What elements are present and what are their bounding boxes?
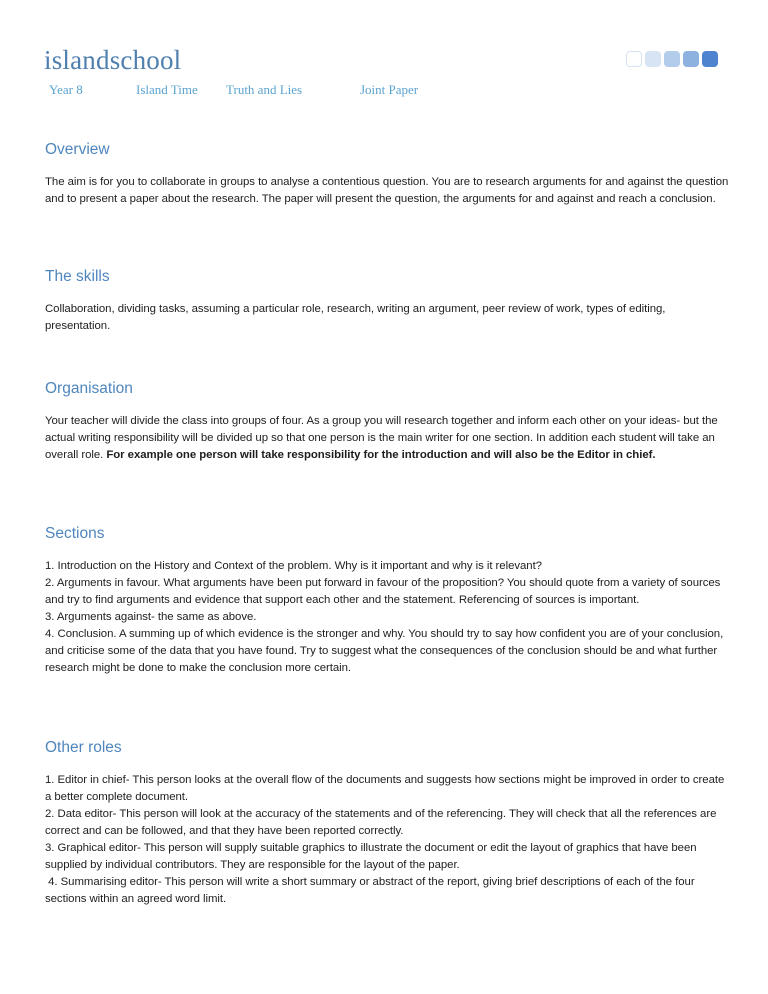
list-item: 4. Conclusion. A summing up of which evidence is the stronger and why. You should try to say how confident you are of your conclusion, and criticise some of the data that you have found. Try to suggest what the consequences of the conclusion should be and what further research might be done to make the conclusion more certain. <box>45 628 724 674</box>
nav-item-joint-paper[interactable]: Joint Paper <box>360 82 419 97</box>
paragraph-text: Your teacher will divide the class into groups of four. As a group you will research together and inform each other on your ideas- but the actual writing responsibility will be divided up so that one person is the main writer for one section. In addition each student will take an overall role. <box>45 415 718 461</box>
paragraph: The aim is for you to collaborate in groups to analyse a contentious question. You are to research arguments for and against the question and to present a paper about the research. The paper will present the question, the arguments for and against and reach a conclusion. <box>45 176 729 205</box>
color-swatch-bar <box>626 51 718 67</box>
section-heading: Overview <box>45 141 110 158</box>
brand-logo-text: islandschool <box>44 45 182 75</box>
section-skills <box>45 267 730 335</box>
section-text <box>45 301 730 335</box>
section-heading: The skills <box>45 268 110 285</box>
paragraph <box>45 413 730 464</box>
section-heading: Other roles <box>45 739 122 756</box>
list-item: 1. Editor in chief- This person looks at the overall flow of the documents and suggests how sections might be improved in order to create a better complete document. <box>45 774 725 803</box>
swatch-square-icon <box>645 51 661 67</box>
breadcrumb-nav <box>0 81 768 99</box>
page-header <box>0 0 768 110</box>
nav-item-island-time[interactable]: Island Time <box>136 82 198 97</box>
section-other-roles <box>45 738 730 908</box>
swatch-square-icon <box>664 51 680 67</box>
list-item: 2. Data editor- This person will look at the accuracy of the statements and of the referencing. They will check that all the references are correct and can be followed, and that they have been reported correctly. <box>45 808 717 837</box>
section-text <box>45 413 730 464</box>
section-heading: Organisation <box>45 380 133 397</box>
list-item: 1. Introduction on the History and Context of the problem. Why is it important and why is it relevant? <box>45 560 542 572</box>
list-item: 2. Arguments in favour. What arguments have been put forward in favour of the proposition? You should quote from a variety of sources and try to find arguments and evidence that support each other and the statement. Referencing of sources is important. <box>45 577 721 606</box>
nav-item-truth-and-lies[interactable]: Truth and Lies <box>226 82 303 97</box>
swatch-square-icon <box>626 51 642 67</box>
swatch-square-icon <box>702 51 718 67</box>
section-heading: Sections <box>45 525 105 542</box>
list-item: 3. Graphical editor- This person will supply suitable graphics to illustrate the document or edit the layout of graphics that have been supplied by individual contributors. They are responsible for the layout of the paper. <box>45 842 697 871</box>
list-item: 3. Arguments against- the same as above. <box>45 611 257 623</box>
section-list <box>45 772 730 908</box>
section-overview <box>45 140 730 208</box>
section-organisation <box>45 379 730 464</box>
list-item: 4. Summarising editor- This person will write a short summary or abstract of the report, giving brief descriptions of each of the four sections within an agreed word limit. <box>45 876 698 905</box>
section-list <box>45 558 730 677</box>
nav-item-year-8[interactable]: Year 8 <box>49 82 83 97</box>
section-text <box>45 174 730 208</box>
section-sections <box>45 524 730 677</box>
swatch-square-icon <box>683 51 699 67</box>
paragraph: Collaboration, dividing tasks, assuming a particular role, research, writing an argument, peer review of work, types of editing, presentation. <box>45 303 666 332</box>
paragraph-emphasis: For example one person will take responsibility for the introduction and will also be the Editor in chief. <box>106 449 656 461</box>
